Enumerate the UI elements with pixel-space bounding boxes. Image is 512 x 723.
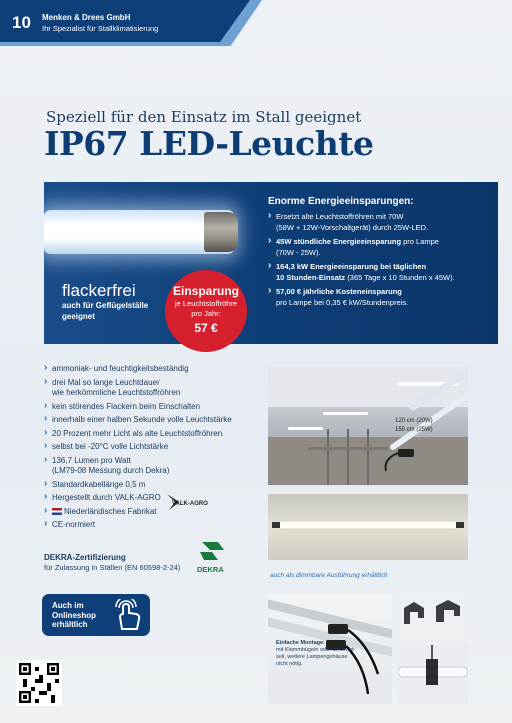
feature-item: › Standardkabellänge 0,5 m [44,480,264,491]
flicker-free-sub [62,300,148,322]
stable-interior-image [268,367,468,485]
led-tube-cap [204,212,238,252]
savings-value: 57 € [194,321,218,335]
netherlands-flag-icon [52,508,62,515]
energy-item-text: pro Lampe [401,237,439,246]
dimmable-caption: auch als dimmbare Ausführung erhältlich [270,572,388,579]
onlineshop-button[interactable] [42,594,150,636]
flicker-free-sub-line-1: auch für Geflügelställe [62,301,149,310]
feature-text: 136,7 Lumen pro Watt [52,455,131,465]
savings-sub-1: je Leuchtstoffröhre [175,299,237,308]
energy-item [268,237,493,258]
valk-agro-logo-text: VALK-AGRO [172,501,208,507]
dimmable-lamp-photo [268,494,468,560]
mounted-clip-image [398,645,468,704]
mounting-caption [276,640,366,668]
tube-length-labels [395,417,433,435]
onlineshop-label-line: Auch im [52,601,84,610]
feature-text: drei Mal so lange Leuchtdauer [52,377,160,387]
tap-hand-icon [110,599,144,631]
energy-item-text: (58W + 12W-Vorschaltgerät) durch 25W-LED. [276,222,429,232]
page-number: 10 [12,13,31,32]
feature-item [44,507,264,518]
energy-item [268,212,493,233]
tube-length-150: 150 cm (25W) [395,427,433,433]
product-subtitle: Speziell für den Einsatz im Stall geeignet [46,108,362,126]
feature-text: wie herkömmliche Leuchtstoffröhren [52,388,181,397]
energy-item-text: pro Lampe bei 0,35 € kW/Stundenpreis. [276,297,409,307]
flicker-free-heading: flackerfrei [62,281,136,300]
onlineshop-label [52,601,96,630]
dekra-certification-sub: für Zulassung in Ställen (EN 60598-2-24) [44,563,181,572]
mounting-caption-title: Einfache Montage: [276,640,325,646]
energy-item [268,287,493,308]
onlineshop-label-line: Onlineshop [52,610,96,620]
energy-item-bold: 10 Stunden-Einsatz [276,272,346,282]
product-title: IP67 LED-Leuchte [44,124,374,163]
feature-item: › CE-normiert [44,520,264,531]
mounting-clips-image [398,594,468,640]
company-block [42,12,158,34]
energy-item-text: (365 Tage x 10 Stunden x 45W). [345,272,455,282]
feature-text: (LM79-08 Messung durch Dekra) [52,466,170,475]
feature-item: › 20 Prozent mehr Licht als alte Leuchtstoffröhren [44,429,264,440]
dimmable-lamp-image [268,494,468,560]
feature-item: › selbst bei -20°C volle Lichtstärke [44,442,264,453]
feature-item [44,378,264,399]
dekra-certification-title: DEKRA-Zertifizierung [44,553,126,562]
flicker-free-sub-line-2: geeignet [62,312,95,321]
feature-item: › Hergestellt durch VALK-AGRO [44,493,264,504]
mounting-caption-line: mit Klemmbügeln oder an Draht- [276,647,356,653]
feature-item [44,456,264,477]
dekra-logo-text: DEKRA [197,565,224,574]
feature-item: › kein störendes Flackern beim Einschalten [44,402,264,413]
feature-item: › innerhalb einer halben Sekunde volle Leuchtstärke [44,415,264,426]
feature-text: Niederländisches Fabrikat [64,506,157,516]
energy-savings-list [268,212,493,312]
mounting-caption-line: seil, weitere Lampengehäuse [276,654,348,660]
company-name: Menken & Drees GmbH [42,13,131,22]
energy-savings-title: Enorme Energieeinsparungen: [268,196,414,207]
energy-item-bold: 45W stündliche Energieeinsparung [276,237,402,246]
energy-item [268,262,493,283]
tube-length-120: 120 cm (20W) [395,418,433,424]
qr-code-icon [19,663,59,703]
savings-badge [165,270,247,352]
energy-item-bold: 164,3 kW Energieeinsparung bei täglichen [276,262,427,271]
feature-list [44,364,264,534]
mounting-caption-line: nicht nötig. [276,661,303,667]
clip-mounted-photo [398,645,468,704]
energy-item-text: (70W - 25W). [276,247,321,257]
qr-code[interactable] [16,660,62,706]
onlineshop-label-line: erhältlich [52,620,88,629]
energy-item-text: Ersetzt alte Leuchtstoffröhren mit 70W [276,212,404,221]
company-tagline: Ihr Spezialist für Stallklimatisierung [42,24,159,33]
energy-item-bold: 57,00 € jährliche Kosteneinsparung [276,287,402,296]
stable-photo [268,367,468,485]
feature-item: › ammoniak- und feuchtigkeitsbeständig [44,364,264,375]
savings-sub-2: pro Jahr: [191,309,221,318]
clip-photo [398,594,468,640]
savings-heading: Einsparung [172,284,239,298]
